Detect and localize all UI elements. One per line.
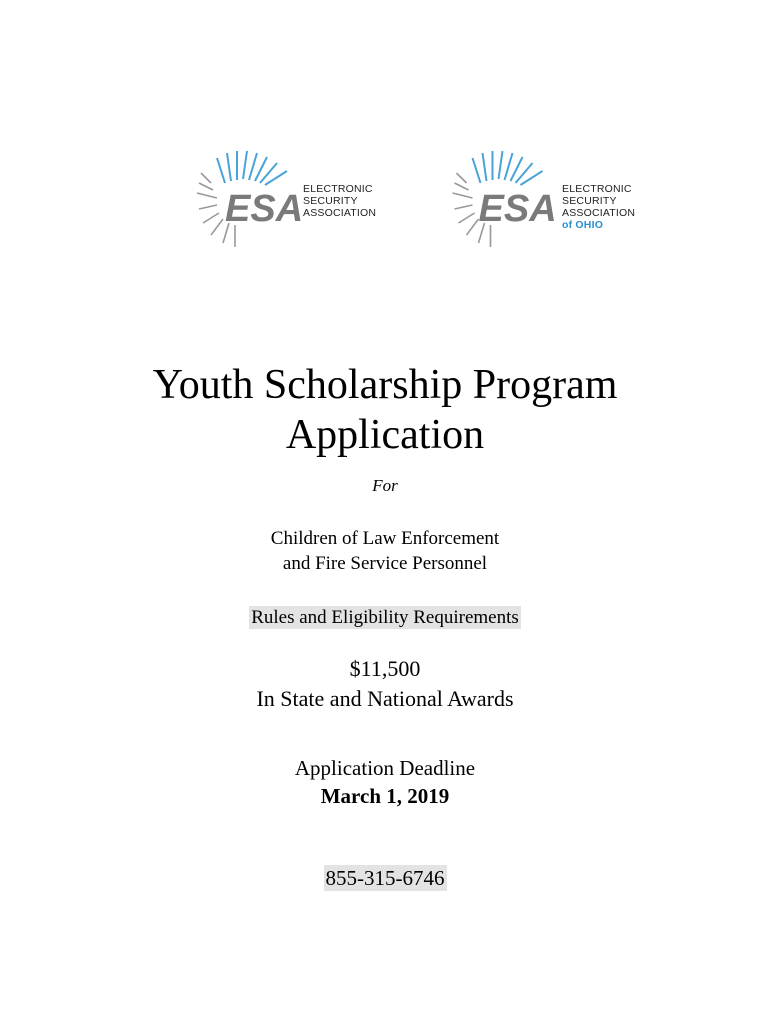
logo-line: ELECTRONIC — [562, 183, 632, 195]
deadline — [0, 754, 770, 810]
audience-line-2: and Fire Service Personnel — [282, 553, 488, 574]
award-text: In State and National Awards — [256, 686, 514, 711]
esa-ohio-logo — [448, 143, 648, 253]
page-title — [0, 360, 770, 460]
audience-line-1: Children of Law Enforcement — [270, 528, 500, 549]
logo-line: SECURITY — [562, 195, 617, 207]
esa-mark-text: ESA — [225, 188, 304, 230]
deadline-date: March 1, 2019 — [320, 784, 450, 808]
logo-line: ELECTRONIC — [303, 183, 373, 195]
audience — [0, 526, 770, 576]
phone-number[interactable]: 855-315-6746 — [325, 866, 445, 890]
title-line-1: Youth Scholarship Program — [152, 362, 618, 408]
logo-line: ASSOCIATION — [303, 207, 377, 219]
esa-swirl-icon — [195, 143, 305, 253]
title-line-2: Application — [285, 412, 485, 458]
award-amount: $11,500 — [349, 656, 421, 681]
logo-line: ASSOCIATION — [562, 207, 636, 219]
rules-link[interactable]: Rules and Eligibility Requirements — [251, 607, 519, 628]
for-label: For — [372, 476, 398, 495]
award — [0, 654, 770, 714]
deadline-label: Application Deadline — [294, 756, 476, 780]
esa-swirl-icon — [448, 143, 563, 253]
logo-line: SECURITY — [303, 195, 358, 207]
esa-mark-text: ESA — [478, 188, 557, 230]
esa-logo — [195, 143, 385, 253]
logo-state: of OHIO — [562, 219, 604, 231]
